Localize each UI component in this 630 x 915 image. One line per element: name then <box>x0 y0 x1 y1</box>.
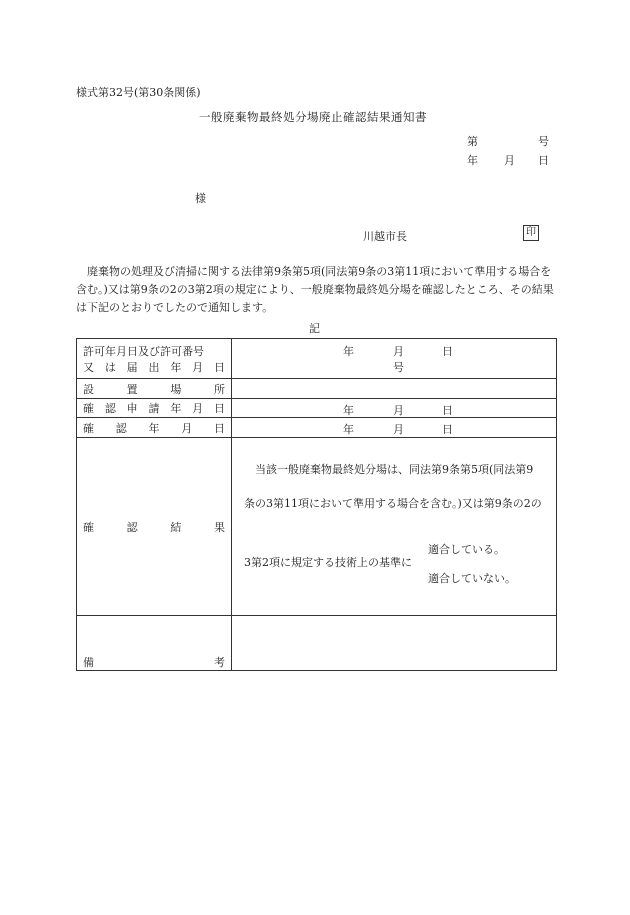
table-row-result <box>77 438 557 616</box>
label-char: 届 <box>126 360 138 374</box>
location-value[interactable] <box>232 379 557 399</box>
confirmation-table <box>76 338 557 671</box>
label-char: 月 <box>192 402 204 415</box>
application-month: 月 <box>393 404 404 417</box>
label-char: 確 <box>83 520 94 534</box>
label-char: 又 <box>83 360 94 374</box>
label-char: 果 <box>213 520 225 534</box>
doc-number-suffix: 号 <box>538 135 549 148</box>
label-char: 認 <box>104 402 116 415</box>
body-paragraph <box>76 263 556 317</box>
ki-heading: 記 <box>309 322 320 335</box>
label-char: 申 <box>126 402 138 415</box>
result-line-1: 当該一般廃棄物最終処分場は、同法第9条第5項(同法第9 <box>255 463 534 476</box>
addressee-suffix: 様 <box>195 192 206 205</box>
document-number <box>467 133 549 149</box>
confirmation-date-value[interactable] <box>232 418 557 438</box>
location-label <box>77 379 232 399</box>
permit-day: 日 <box>442 345 453 358</box>
confirmation-date-label <box>77 418 232 438</box>
doc-number-prefix: 第 <box>467 135 478 148</box>
application-date-value[interactable] <box>232 399 557 418</box>
confirmation-year: 年 <box>343 423 354 436</box>
permit-date-value[interactable] <box>232 339 557 379</box>
seal-mark: 印 <box>523 225 539 241</box>
label-char: 日 <box>213 402 225 415</box>
result-value <box>232 438 557 616</box>
permit-label-line2 <box>83 359 225 375</box>
label-char: 月 <box>181 421 193 435</box>
application-day: 日 <box>442 404 453 417</box>
label-char: 結 <box>170 520 182 534</box>
confirmation-day: 日 <box>442 423 453 436</box>
label-char: 年 <box>170 360 182 374</box>
label-char: 年 <box>170 402 182 415</box>
label-char: 考 <box>214 656 225 669</box>
table-row-application-date <box>77 399 557 418</box>
label-char: 日 <box>213 360 225 374</box>
label-char: 月 <box>192 360 204 374</box>
table-row-location <box>77 379 557 399</box>
label-char: 日 <box>214 421 225 435</box>
issuer-name: 川越市長 <box>363 230 407 243</box>
label-char: 備 <box>83 656 94 669</box>
permit-year: 年 <box>343 345 354 358</box>
remarks-value[interactable] <box>232 616 557 671</box>
label-char: 請 <box>148 402 160 415</box>
table-row-remarks <box>77 616 557 671</box>
date-month: 月 <box>504 154 515 167</box>
permit-date-label <box>77 339 232 379</box>
label-char: 設 <box>83 382 94 396</box>
permit-month: 月 <box>393 345 404 358</box>
table-row-permit <box>77 339 557 379</box>
permit-label-line1: 許可年月日及び許可番号 <box>83 344 204 358</box>
label-char: 認 <box>115 421 127 435</box>
option-nonconforming[interactable]: 適合していない。 <box>428 572 516 585</box>
label-char: 確 <box>83 421 94 435</box>
date-year: 年 <box>467 154 478 167</box>
option-conforming[interactable]: 適合している。 <box>428 543 505 556</box>
result-line-2: 条の3第11項において準用する場合を含む。)又は第9条の2の <box>244 497 542 510</box>
label-char: は <box>104 360 116 374</box>
label-char: 置 <box>126 382 138 396</box>
label-char: 確 <box>83 402 94 415</box>
application-date-label <box>77 399 232 418</box>
remarks-label <box>77 616 232 671</box>
body-text: 廃棄物の処理及び清掃に関する法律第9条第5項(同法第9条の3第11項において準用する場合を含む。)又は第9条の2の3第2項の規定により、一般廃棄物最終処分場を確認したところ、その結果は下記のとおりでしたので通知します。 <box>76 265 554 314</box>
result-label <box>77 438 232 616</box>
permit-number: 号 <box>393 361 404 374</box>
label-char: 認 <box>126 520 138 534</box>
label-char: 場 <box>170 382 182 396</box>
table-row-confirmation-date <box>77 418 557 438</box>
document-title: 一般廃棄物最終処分場廃止確認結果通知書 <box>199 110 427 124</box>
label-char: 出 <box>148 360 160 374</box>
result-line-3: 3第2項に規定する技術上の基準に <box>244 556 412 569</box>
label-char: 所 <box>213 382 225 396</box>
date-day: 日 <box>538 154 549 167</box>
label-char: 年 <box>148 421 160 435</box>
application-year: 年 <box>343 404 354 417</box>
form-number: 様式第32号(第30条関係) <box>76 86 201 99</box>
confirmation-month: 月 <box>393 423 404 436</box>
